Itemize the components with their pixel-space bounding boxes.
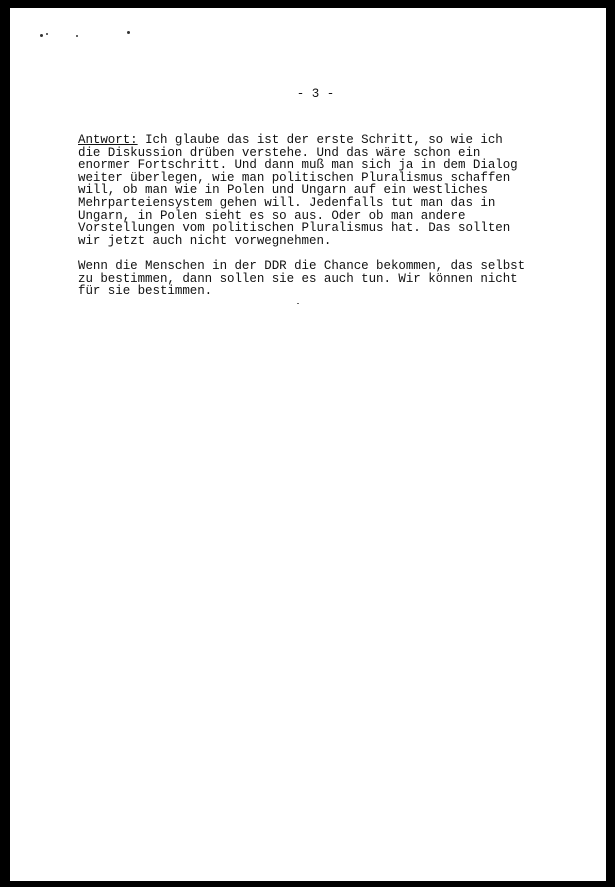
text-line: Vorstellungen vom politischen Pluralismus hat. Das sollten (78, 221, 511, 236)
scan-speck (127, 31, 130, 34)
text-line: weiter überlegen, wie man politischen Pluralismus schaffen (78, 170, 511, 185)
text-line: die Diskussion drüben verstehe. Und das wäre schon ein (78, 145, 481, 160)
line-text: Ich glaube das ist der erste Schritt, so wie ich (137, 133, 503, 147)
text-line: enormer Fortschritt. Und dann muß man sich ja in dem Dialog (78, 158, 518, 173)
text-line: Ungarn, in Polen sieht es so aus. Oder ob man andere (78, 208, 466, 223)
text-line: zu bestimmen, dann sollen sie es auch tun. Wir können nicht (78, 271, 518, 286)
text-line: wir jetzt auch nicht vorwegnehmen. (78, 233, 332, 248)
scan-speck (46, 33, 48, 35)
scan-speck (297, 303, 299, 304)
paragraph-answer (78, 134, 588, 247)
text-line: Wenn die Menschen in der DDR die Chance bekommen, das selbst (78, 258, 526, 273)
text-line (78, 134, 588, 147)
answer-label: Antwort: (78, 133, 138, 147)
document-body (78, 134, 588, 298)
scan-speck (76, 35, 78, 37)
paragraph-ddr (78, 260, 588, 298)
text-line: für sie bestimmen. (78, 284, 213, 299)
text-line: Mehrparteiensystem gehen will. Jedenfalls tut man das in (78, 195, 496, 210)
text-line: will, ob man wie in Polen und Ungarn auf ein westliches (78, 183, 488, 198)
document-page (10, 8, 606, 881)
page-number: - 3 - (296, 87, 335, 101)
scan-speck (40, 34, 43, 37)
